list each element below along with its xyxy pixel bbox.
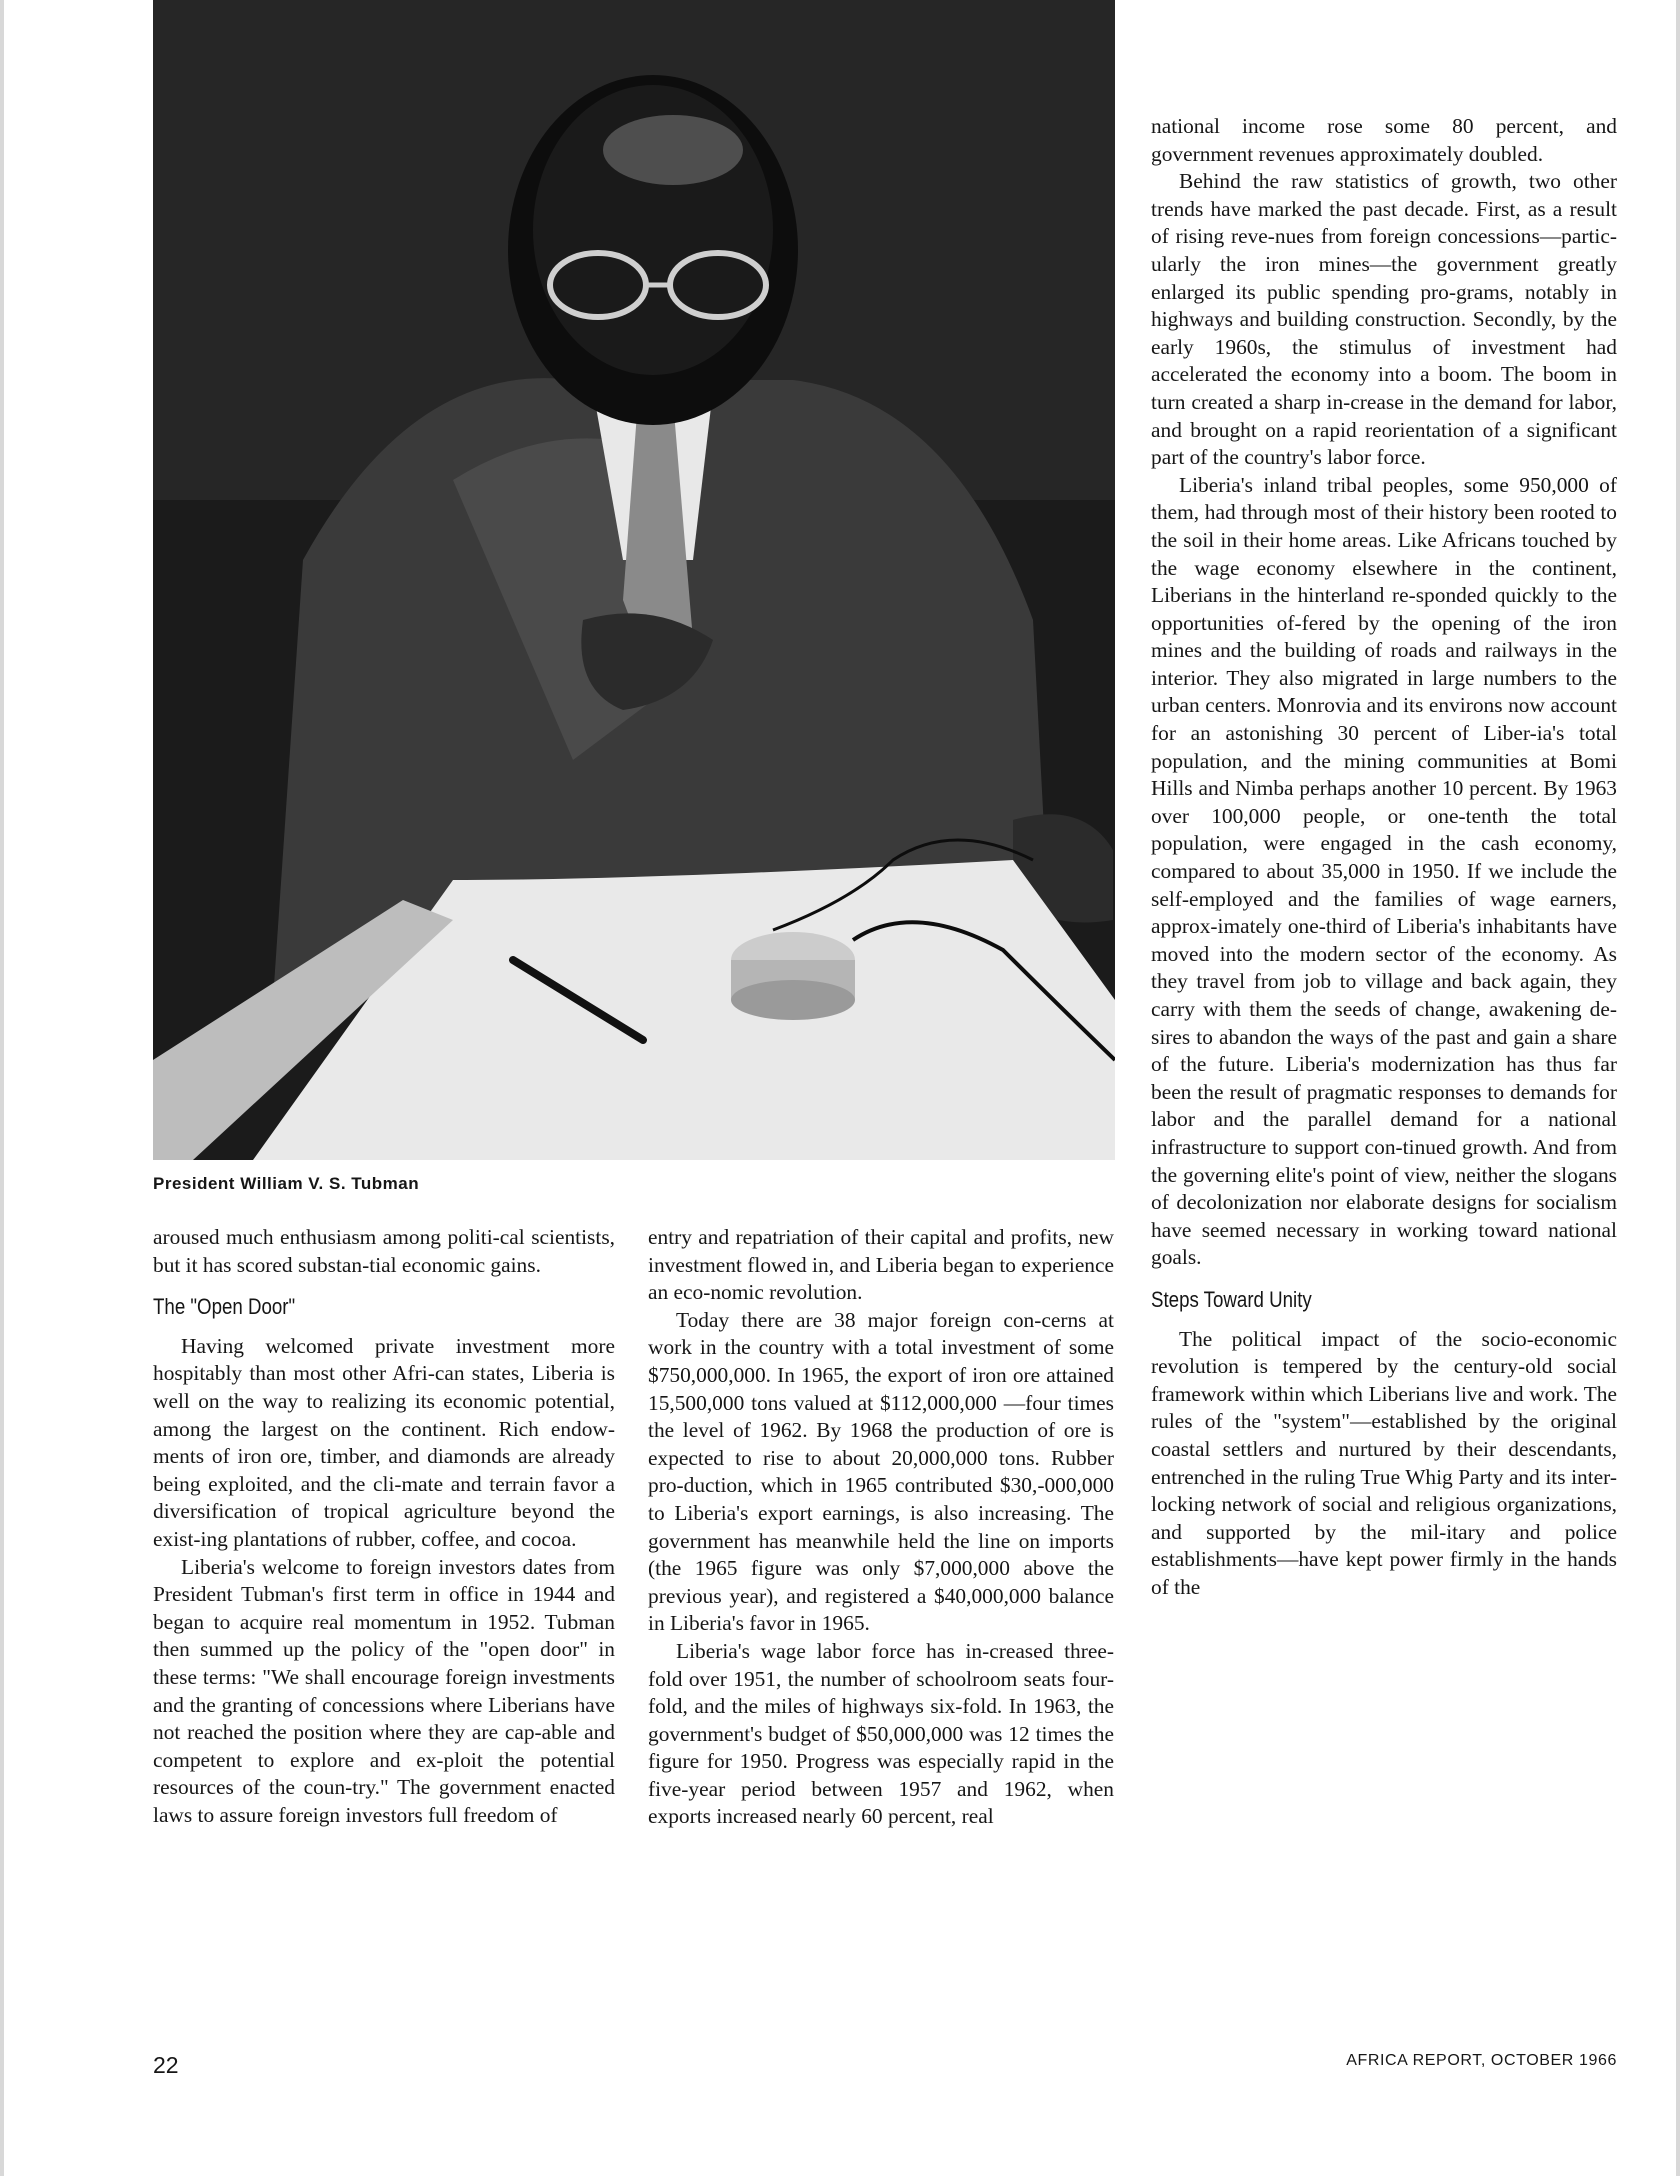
paragraph: national income rose some 80 percent, and government revenues approximately doubled. bbox=[1151, 114, 1617, 166]
page-number: 22 bbox=[153, 2052, 179, 2078]
text-column-1 bbox=[153, 1224, 615, 1829]
text-column-3 bbox=[1151, 113, 1617, 1601]
paragraph: Liberia's welcome to foreign investors dates from President Tubman's first term in office in 1944 and began to acquire real momentum in 1952. Tubman then summed up the policy of the "open door" in these terms: "We shall encourage foreign investments and the granting of concessions where Liberians have not reached the position where they are cap-able and competent to explore and ex-ploit the potential resources of the coun-try." The government enacted laws to assure foreign investors full freedom of bbox=[153, 1554, 615, 1827]
paragraph: Today there are 38 major foreign con-cerns at work in the country with a total investment of some $750,000,000. In 1965, the export of iron ore attained 15,500,000 tons valued at $112,000,000 —four times the level of 1962. By 1968 the production of ore is expected to rise to about 20,000,000 tons. Rubber pro-duction, which in 1965 contributed $30,-000,000 to Liberia's export earnings, is also increasing. The government has meanwhile held the line on imports (the 1965 figure was only $7,000,000 above the previous year), and registered a $40,000,000 balance in Liberia's favor in 1965. bbox=[648, 1307, 1114, 1636]
paragraph: Liberia's inland tribal peoples, some 950,000 of them, had through most of their history been rooted to the soil in their home areas. Like Africans touched by the wage economy elsewhere in the continent, Liberians in the hinterland re-sponded quickly to the opportunities of-fered by the opening of the iron mines and the building of roads and railways in the interior. They also migrated in large numbers to the urban centers. Monrovia and its environs now account for an astonishing 30 percent of Liber-ia's total population, and the mining communities at Bomi Hills and Nimba perhaps another 10 percent. By 1963 over 100,000 people, or one-tenth the total population, were engaged in the cash economy, compared to about 35,000 in 1950. If we include the self-employed and the families of wage earners, approx-imately one-third of Liberia's inhabitants have moved into the modern sector of the economy. As they travel from job to village and back again, they carry with them the seeds of change, awakening de-sires to abandon the ways of the past and gain a share of the future. Liberia's modernization has thus far been the result of pragmatic responses to demands for labor and the parallel demand for a national infrastructure to support con-tinued growth. And from the governing elite's point of view, neither the slogans of decolonization nor elaborate designs for socialism have seemed necessary in working toward national goals. bbox=[1151, 472, 1617, 1270]
paragraph: entry and repatriation of their capital and profits, new investment flowed in, and Liberia began to experience an eco-nomic revolution. bbox=[648, 1225, 1114, 1305]
photo-illustration bbox=[153, 0, 1115, 1160]
journal-footer: AFRICA REPORT, OCTOBER 1966 bbox=[1346, 2052, 1617, 2069]
right-scan-edge bbox=[1676, 0, 1680, 2176]
left-scan-edge bbox=[0, 0, 4, 2176]
text-column-2 bbox=[648, 1224, 1114, 1831]
section-heading-steps-toward-unity: Steps Toward Unity bbox=[1151, 1286, 1312, 1312]
paragraph: aroused much enthusiasm among politi-cal scientists, but it has scored substan-tial economic gains. bbox=[153, 1225, 615, 1277]
section-heading-open-door: The "Open Door" bbox=[153, 1294, 296, 1320]
paragraph: Liberia's wage labor force has in-creased three-fold over 1951, the number of schoolroom seats four-fold, and the miles of highways six-fold. In 1963, the government's budget of $50,000,000 was 12 times the figure for 1950. Progress was especially rapid in the five-year period between 1957 and 1962, when exports increased nearly 60 percent, real bbox=[648, 1638, 1114, 1829]
paragraph: Behind the raw statistics of growth, two other trends have marked the past decade. First, as a result of rising reve-nues from foreign concessions—partic-ularly the iron mines—the government greatly enlarged its public spending pro-grams, notably in highways and building construction. Secondly, by the early 1960s, the stimulus of investment had accelerated the economy into a boom. The boom in turn created a sharp in-crease in the demand for labor, and brought on a rapid reorientation of a significant part of the country's labor force. bbox=[1151, 169, 1617, 470]
photo-caption: President William V. S. Tubman bbox=[153, 1174, 420, 1193]
paragraph: The political impact of the socio-economic revolution is tempered by the century-old social framework within which Liberians live and work. The rules of the "system"—established by the original coastal settlers and nurtured by their descendants, entrenched in the ruling True Whig Party and its inter-locking network of social and religious organizations, and supported by the mil-itary and police establishments—have kept power firmly in the hands of the bbox=[1151, 1326, 1617, 1599]
tubman-photo bbox=[153, 0, 1115, 1160]
paragraph: Having welcomed private investment more hospitably than most other Afri-can states, Liberia is well on the way to realizing its economic potential, among the largest on the continent. Rich endow-ments of iron ore, timber, and diamonds are already being exploited, and the cli-mate and terrain favor a diversification of tropical agriculture beyond the exist-ing plantations of rubber, coffee, and cocoa. bbox=[153, 1333, 615, 1551]
